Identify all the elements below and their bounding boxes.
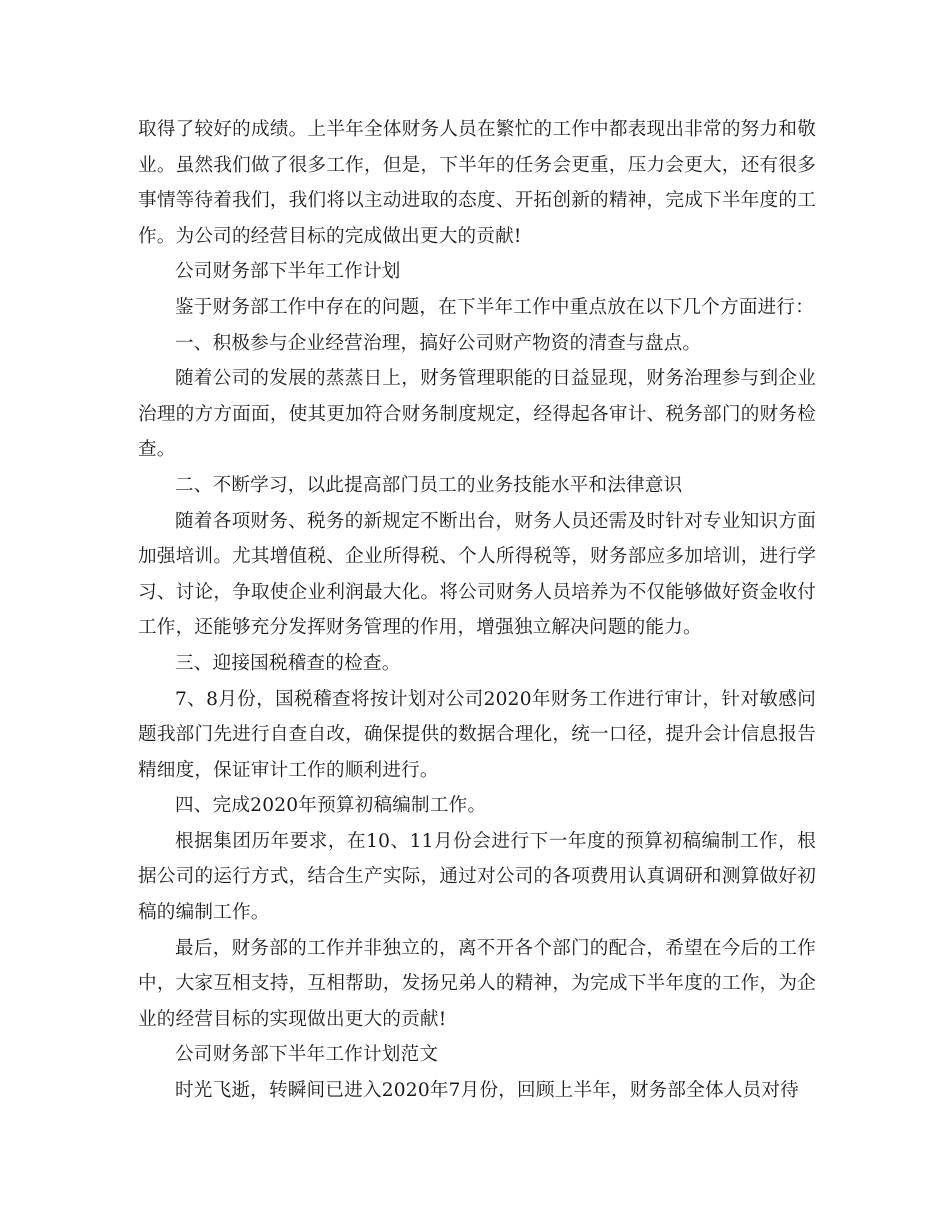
- section-heading: 公司财务部下半年工作计划范文: [175, 1044, 439, 1066]
- paragraph: 取得了较好的成绩。上半年全体财务人员在繁忙的工作中都表现出非常的努力和敬业。虽然我们做了很多工作，但是，下半年的任务会更重，压力会更大，还有很多事情等待着我们，我们将以主动进取的态度、开拓创新的精神，完成下半年度的工作。为公司的经营目标的完成做出更大的贡献!: [138, 119, 816, 247]
- paragraph: 时光飞逝，转瞬间已进入2020年7月份，回顾上半年，财务部全体人员对待: [175, 1080, 799, 1102]
- paragraph: 鉴于财务部工作中存在的问题，在下半年工作中重点放在以下几个方面进行：: [175, 296, 814, 318]
- paragraph: 根据集团历年要求，在10、11月份会进行下一年度的预算初稿编制工作，根据公司的运行方式，结合生产实际，通过对公司的各项费用认真调研和测算做好初稿的编制工作。: [138, 830, 816, 924]
- section-heading: 一、积极参与企业经营治理，搞好公司财产物资的清查与盘点。: [175, 332, 702, 354]
- section-heading: 三、迎接国税稽查的检查。: [175, 652, 401, 674]
- section-heading: 二、不断学习，以此提高部门员工的业务技能水平和法律意识: [175, 474, 683, 496]
- paragraph: 最后，财务部的工作并非独立的，离不开各个部门的配合，希望在今后的工作中，大家互相支持，互相帮助，发扬兄弟人的精神，为完成下半年度的工作，为企业的经营目标的实现做出更大的贡献!: [138, 937, 816, 1030]
- section-heading: 四、完成2020年预算初稿编制工作。: [175, 795, 487, 817]
- paragraph: 随着公司的发展的蒸蒸日上，财务管理职能的日益显现，财务治理参与到企业治理的方方面面，使其更加符合财务制度规定，经得起各审计、税务部门的财务检查。: [138, 368, 816, 461]
- document-body: [138, 112, 816, 1109]
- paragraph: 7、8月份，国税稽查将按计划对公司2020年财务工作进行审计，针对敏感问题我部门先进行自查自改，确保提供的数据合理化，统一口径，提升会计信息报告精细度，保证审计工作的顺利进行。: [138, 688, 816, 781]
- paragraph: 随着各项财务、税务的新规定不断出台，财务人员还需及时针对专业知识方面加强培训。尤其增值税、企业所得税、个人所得税等，财务部应多加培训，进行学习、讨论，争取使企业利润最大化。将公司财务人员培养为不仅能够做好资金收付工作，还能够充分发挥财务管理的作用，增强独立解决问题的能力。: [138, 510, 816, 639]
- section-heading: 公司财务部下半年工作计划: [175, 261, 401, 283]
